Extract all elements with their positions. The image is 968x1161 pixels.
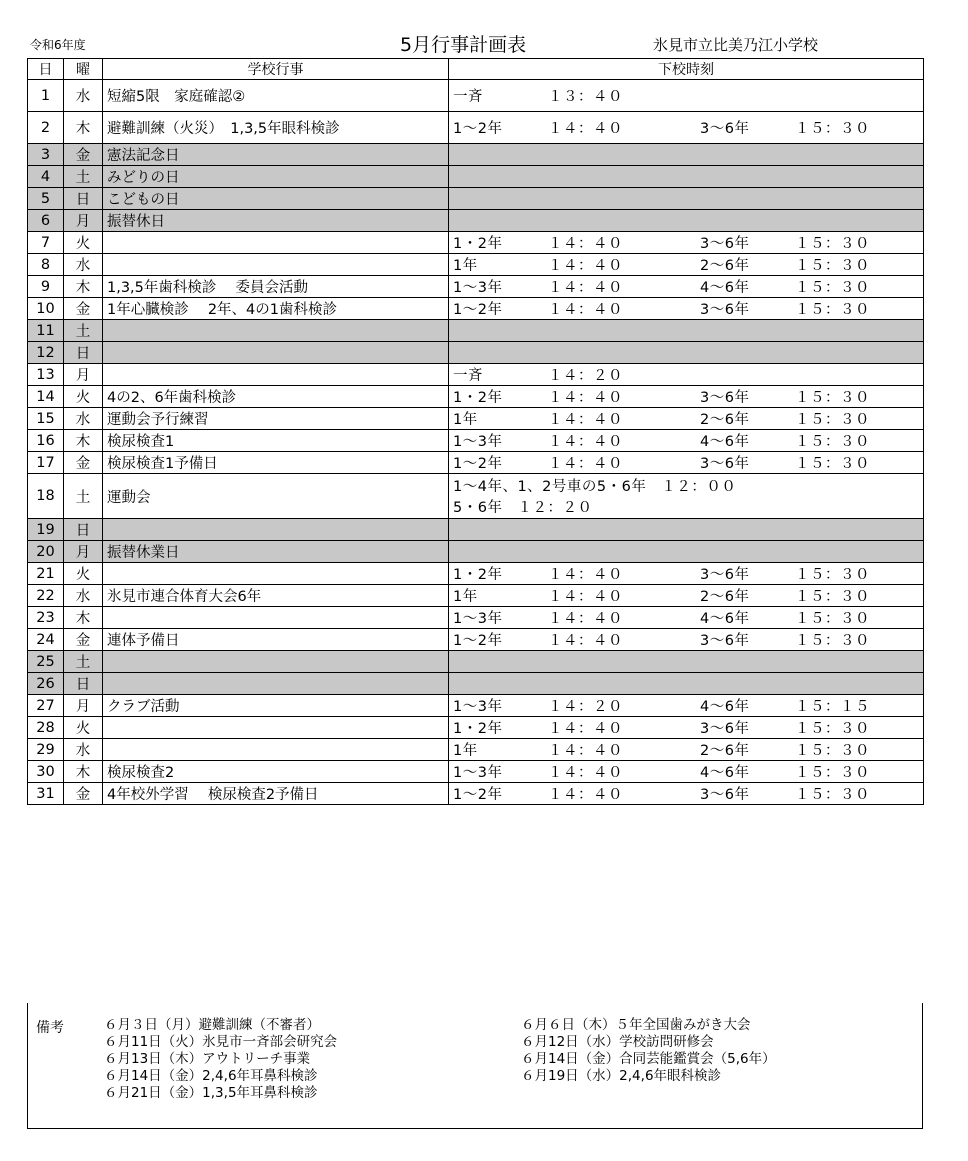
dismissal-cell [449, 408, 924, 430]
event-cell: クラブ活動 [103, 695, 449, 717]
event-cell [103, 607, 449, 629]
dismissal-grade-b: 3～6年 [700, 236, 750, 252]
day-cell: 2 [28, 112, 64, 144]
dismissal-grade-a: 1～2年 [453, 121, 503, 137]
dismissal-time-b: １５：３０ [795, 121, 870, 137]
event-cell: みどりの日 [103, 166, 449, 188]
event-cell: 1年心臓検診 2年、4の1歯科検診 [103, 298, 449, 320]
day-cell: 17 [28, 452, 64, 474]
event-cell: 振替休業日 [103, 541, 449, 563]
col-weekday-header: 曜 [64, 59, 103, 80]
weekday-cell: 木 [64, 112, 103, 144]
note-item: ６月14日（金）合同芸能鑑賞会（5,6年） [521, 1051, 776, 1067]
schedule-row [28, 761, 924, 783]
dismissal-time-a: １４：２０ [548, 699, 623, 715]
dismissal-grade-b: 4～6年 [700, 765, 750, 781]
day-cell: 31 [28, 783, 64, 805]
event-cell [103, 717, 449, 739]
dismissal-grade-b: 3～6年 [700, 121, 750, 137]
dismissal-time-a: １４：４０ [548, 236, 623, 252]
event-cell [103, 673, 449, 695]
dismissal-time-b: １５：３０ [795, 280, 870, 296]
dismissal-cell [449, 629, 924, 651]
dismissal-time-a: １４：４０ [548, 765, 623, 781]
weekday-cell: 日 [64, 188, 103, 210]
event-cell: 4の2、6年歯科検診 [103, 386, 449, 408]
schedule-row [28, 80, 924, 112]
schedule-header-row [28, 59, 924, 80]
day-cell: 12 [28, 342, 64, 364]
event-cell: 検尿検査1予備日 [103, 452, 449, 474]
day-cell: 11 [28, 320, 64, 342]
event-cell [103, 364, 449, 386]
dismissal-line: 5・6年 １２：２０ [453, 500, 593, 516]
schedule-row [28, 188, 924, 210]
dismissal-time-a: １４：４０ [548, 589, 623, 605]
event-cell [103, 232, 449, 254]
dismissal-time-a: １４：４０ [548, 280, 623, 296]
dismissal-grade-a: 1年 [453, 743, 478, 759]
dismissal-time-b: １５：３０ [795, 743, 870, 759]
col-day-header: 日 [28, 59, 64, 80]
dismissal-grade-a: 1～3年 [453, 699, 503, 715]
schedule-row [28, 430, 924, 452]
day-cell: 9 [28, 276, 64, 298]
dismissal-grade-a: 1・2年 [453, 721, 503, 737]
dismissal-time-b: １５：３０ [795, 611, 870, 627]
weekday-cell: 月 [64, 210, 103, 232]
dismissal-cell [449, 452, 924, 474]
weekday-cell: 水 [64, 739, 103, 761]
day-cell: 23 [28, 607, 64, 629]
dismissal-time-a: １４：４０ [548, 258, 623, 274]
dismissal-cell [449, 474, 924, 519]
dismissal-time-b: １５：３０ [795, 236, 870, 252]
event-cell: 短縮5限 家庭確認② [103, 80, 449, 112]
day-cell: 5 [28, 188, 64, 210]
schedule-row [28, 364, 924, 386]
dismissal-time-a: １４：４０ [548, 743, 623, 759]
dismissal-time-b: １５：１５ [795, 699, 870, 715]
note-item: ６月11日（火）氷見市一斉部会研究会 [104, 1034, 338, 1050]
dismissal-time-a: １４：４０ [548, 390, 623, 406]
event-cell [103, 342, 449, 364]
dismissal-cell [449, 673, 924, 695]
schedule-row [28, 254, 924, 276]
dismissal-grade-a: 1～3年 [453, 280, 503, 296]
schedule-row [28, 717, 924, 739]
dismissal-time-a: １４：４０ [548, 121, 623, 137]
event-cell: 連体予備日 [103, 629, 449, 651]
weekday-cell: 金 [64, 298, 103, 320]
weekday-cell: 月 [64, 695, 103, 717]
day-cell: 24 [28, 629, 64, 651]
dismissal-time-a: １４：４０ [548, 611, 623, 627]
day-cell: 27 [28, 695, 64, 717]
day-cell: 15 [28, 408, 64, 430]
schedule-row [28, 783, 924, 805]
dismissal-grade-a: 1～3年 [453, 434, 503, 450]
dismissal-grade-a: 1年 [453, 412, 478, 428]
weekday-cell: 金 [64, 783, 103, 805]
day-cell: 6 [28, 210, 64, 232]
dismissal-cell [449, 80, 924, 112]
dismissal-time-a: １４：２０ [548, 368, 623, 384]
schedule-row [28, 673, 924, 695]
dismissal-time-b: １５：３０ [795, 302, 870, 318]
weekday-cell: 木 [64, 607, 103, 629]
dismissal-grade-a: 1・2年 [453, 390, 503, 406]
note-item: ６月14日（金）2,4,6年耳鼻科検診 [104, 1068, 318, 1084]
dismissal-time-b: １５：３０ [795, 434, 870, 450]
dismissal-grade-b: 3～6年 [700, 390, 750, 406]
notes-section [27, 1003, 923, 1129]
dismissal-cell [449, 342, 924, 364]
schedule-row [28, 210, 924, 232]
schedule-row [28, 408, 924, 430]
weekday-cell: 火 [64, 717, 103, 739]
dismissal-grade-b: 3～6年 [700, 567, 750, 583]
day-cell: 3 [28, 144, 64, 166]
dismissal-grade-a: 1・2年 [453, 567, 503, 583]
dismissal-time-a: １４：４０ [548, 412, 623, 428]
weekday-cell: 土 [64, 651, 103, 673]
dismissal-cell [449, 232, 924, 254]
dismissal-time-b: １５：３０ [795, 787, 870, 803]
schedule-row [28, 629, 924, 651]
weekday-cell: 金 [64, 144, 103, 166]
dismissal-grade-b: 3～6年 [700, 787, 750, 803]
dismissal-time-b: １５：３０ [795, 633, 870, 649]
schedule-row [28, 607, 924, 629]
weekday-cell: 土 [64, 474, 103, 519]
dismissal-time-a: １４：４０ [548, 456, 623, 472]
note-item: ６月６日（木）５年全国歯みがき大会 [521, 1017, 751, 1033]
dismissal-grade-a: 一斉 [453, 89, 483, 105]
note-item: ６月21日（金）1,3,5年耳鼻科検診 [104, 1085, 318, 1101]
weekday-cell: 水 [64, 80, 103, 112]
notes-right-column [521, 1017, 776, 1085]
weekday-cell: 火 [64, 563, 103, 585]
dismissal-time-b: １５：３０ [795, 765, 870, 781]
note-item: ６月19日（水）2,4,6年眼科検診 [521, 1068, 722, 1084]
dismissal-grade-b: 4～6年 [700, 280, 750, 296]
dismissal-time-b: １５：３０ [795, 258, 870, 274]
dismissal-time-b: １５：３０ [795, 412, 870, 428]
event-cell: 4年校外学習 検尿検査2予備日 [103, 783, 449, 805]
dismissal-cell [449, 188, 924, 210]
weekday-cell: 木 [64, 761, 103, 783]
dismissal-cell [449, 298, 924, 320]
dismissal-cell [449, 320, 924, 342]
day-cell: 1 [28, 80, 64, 112]
dismissal-time-a: １３：４０ [548, 89, 623, 105]
dismissal-cell [449, 585, 924, 607]
event-cell: 1,3,5年歯科検診 委員会活動 [103, 276, 449, 298]
schedule-row [28, 651, 924, 673]
dismissal-grade-a: 一斉 [453, 368, 483, 384]
schedule-row [28, 232, 924, 254]
dismissal-cell [449, 112, 924, 144]
day-cell: 22 [28, 585, 64, 607]
dismissal-cell [449, 541, 924, 563]
dismissal-grade-b: 3～6年 [700, 302, 750, 318]
dismissal-cell [449, 386, 924, 408]
weekday-cell: 月 [64, 541, 103, 563]
event-cell [103, 254, 449, 276]
dismissal-grade-b: 3～6年 [700, 456, 750, 472]
dismissal-time-a: １４：４０ [548, 721, 623, 737]
schedule-row [28, 276, 924, 298]
dismissal-cell [449, 651, 924, 673]
event-cell: 検尿検査2 [103, 761, 449, 783]
weekday-cell: 日 [64, 519, 103, 541]
dismissal-grade-a: 1～2年 [453, 633, 503, 649]
dismissal-time-a: １４：４０ [548, 567, 623, 583]
dismissal-grade-b: 4～6年 [700, 699, 750, 715]
schedule-row [28, 342, 924, 364]
event-cell [103, 320, 449, 342]
event-cell [103, 739, 449, 761]
dismissal-time-a: １４：４０ [548, 787, 623, 803]
schedule-body [28, 80, 924, 805]
dismissal-cell [449, 254, 924, 276]
fiscal-year: 令和6年度 [30, 38, 86, 52]
day-cell: 8 [28, 254, 64, 276]
dismissal-cell [449, 276, 924, 298]
dismissal-grade-a: 1年 [453, 589, 478, 605]
event-cell: 避難訓練（火災） 1,3,5年眼科検診 [103, 112, 449, 144]
dismissal-cell [449, 430, 924, 452]
dismissal-grade-b: 2～6年 [700, 589, 750, 605]
schedule-row [28, 112, 924, 144]
day-cell: 10 [28, 298, 64, 320]
dismissal-grade-b: 3～6年 [700, 721, 750, 737]
dismissal-cell [449, 717, 924, 739]
event-cell: こどもの日 [103, 188, 449, 210]
note-item: ６月12日（水）学校訪問研修会 [521, 1034, 714, 1050]
day-cell: 30 [28, 761, 64, 783]
schedule-row [28, 320, 924, 342]
schedule-row [28, 452, 924, 474]
day-cell: 18 [28, 474, 64, 519]
event-cell [103, 563, 449, 585]
schedule-row [28, 474, 924, 519]
event-cell: 氷見市連合体育大会6年 [103, 585, 449, 607]
notes-left-column [104, 1017, 337, 1102]
dismissal-cell [449, 695, 924, 717]
weekday-cell: 金 [64, 629, 103, 651]
dismissal-time-b: １５：３０ [795, 390, 870, 406]
dismissal-cell [449, 761, 924, 783]
event-cell [103, 651, 449, 673]
dismissal-cell [449, 607, 924, 629]
dismissal-cell [449, 144, 924, 166]
schedule-row [28, 695, 924, 717]
schedule-row [28, 563, 924, 585]
dismissal-grade-b: 2～6年 [700, 412, 750, 428]
weekday-cell: 土 [64, 320, 103, 342]
weekday-cell: 木 [64, 276, 103, 298]
dismissal-time-a: １４：４０ [548, 302, 623, 318]
schedule-row [28, 144, 924, 166]
weekday-cell: 金 [64, 452, 103, 474]
dismissal-grade-b: 2～6年 [700, 743, 750, 759]
weekday-cell: 水 [64, 585, 103, 607]
dismissal-time-b: １５：３０ [795, 567, 870, 583]
event-cell: 検尿検査1 [103, 430, 449, 452]
col-dismissal-header: 下校時刻 [449, 59, 924, 80]
day-cell: 19 [28, 519, 64, 541]
schedule-row [28, 541, 924, 563]
day-cell: 7 [28, 232, 64, 254]
dismissal-time-b: １５：３０ [795, 456, 870, 472]
dismissal-grade-b: 4～6年 [700, 434, 750, 450]
day-cell: 13 [28, 364, 64, 386]
dismissal-time-a: １４：４０ [548, 434, 623, 450]
dismissal-grade-a: 1～2年 [453, 302, 503, 318]
dismissal-cell [449, 166, 924, 188]
note-item: ６月３日（月）避難訓練（不審者） [104, 1017, 320, 1033]
weekday-cell: 月 [64, 364, 103, 386]
event-cell: 運動会予行練習 [103, 408, 449, 430]
dismissal-cell [449, 739, 924, 761]
weekday-cell: 木 [64, 430, 103, 452]
schedule-row [28, 166, 924, 188]
event-cell [103, 519, 449, 541]
page-header [0, 0, 968, 60]
dismissal-time-a: １４：４０ [548, 633, 623, 649]
dismissal-cell [449, 519, 924, 541]
weekday-cell: 火 [64, 232, 103, 254]
weekday-cell: 火 [64, 386, 103, 408]
schedule-row [28, 585, 924, 607]
dismissal-line: 1～4年、1、2号車の5・6年 １２：００ [453, 479, 737, 495]
day-cell: 28 [28, 717, 64, 739]
day-cell: 26 [28, 673, 64, 695]
dismissal-grade-a: 1～2年 [453, 787, 503, 803]
schedule-table [27, 58, 924, 805]
school-name: 氷見市立比美乃江小学校 [653, 36, 819, 54]
event-cell: 振替休日 [103, 210, 449, 232]
weekday-cell: 土 [64, 166, 103, 188]
dismissal-cell [449, 364, 924, 386]
day-cell: 21 [28, 563, 64, 585]
event-cell: 憲法記念日 [103, 144, 449, 166]
dismissal-grade-a: 1年 [453, 258, 478, 274]
schedule-row [28, 386, 924, 408]
dismissal-grade-a: 1～3年 [453, 611, 503, 627]
dismissal-time-b: １５：３０ [795, 721, 870, 737]
weekday-cell: 水 [64, 408, 103, 430]
weekday-cell: 日 [64, 673, 103, 695]
dismissal-cell [449, 563, 924, 585]
day-cell: 4 [28, 166, 64, 188]
notes-label: 備考 [36, 1020, 64, 1036]
day-cell: 25 [28, 651, 64, 673]
dismissal-cell [449, 210, 924, 232]
note-item: ６月13日（木）アウトリーチ事業 [104, 1051, 311, 1067]
dismissal-grade-b: 3～6年 [700, 633, 750, 649]
page-title: 5月行事計画表 [400, 34, 527, 56]
day-cell: 14 [28, 386, 64, 408]
event-cell: 運動会 [103, 474, 449, 519]
col-events-header: 学校行事 [103, 59, 449, 80]
weekday-cell: 水 [64, 254, 103, 276]
dismissal-grade-a: 1～2年 [453, 456, 503, 472]
schedule-row [28, 298, 924, 320]
day-cell: 20 [28, 541, 64, 563]
weekday-cell: 日 [64, 342, 103, 364]
schedule-row [28, 739, 924, 761]
dismissal-cell [449, 783, 924, 805]
dismissal-grade-a: 1～3年 [453, 765, 503, 781]
dismissal-grade-b: 2～6年 [700, 258, 750, 274]
schedule-row [28, 519, 924, 541]
day-cell: 16 [28, 430, 64, 452]
dismissal-grade-b: 4～6年 [700, 611, 750, 627]
dismissal-grade-a: 1・2年 [453, 236, 503, 252]
day-cell: 29 [28, 739, 64, 761]
dismissal-time-b: １５：３０ [795, 589, 870, 605]
